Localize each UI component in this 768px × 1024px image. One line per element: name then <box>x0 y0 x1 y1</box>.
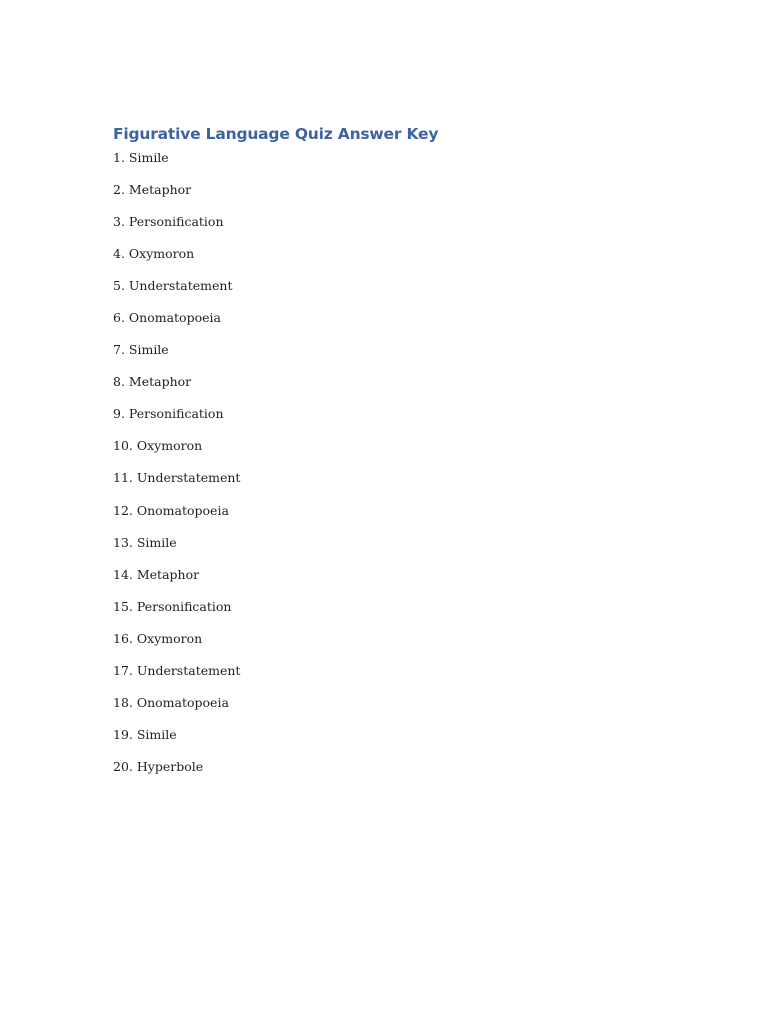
answer-item: 18. Onomatopoeia <box>113 694 229 710</box>
answer-item: 1. Simile <box>113 150 169 165</box>
answer-item: 14. Metaphor <box>113 566 200 582</box>
answer-item: 16. Oxymoron <box>113 630 203 646</box>
answer-item: 3. Personification <box>113 214 224 230</box>
answer-list <box>113 150 240 791</box>
answer-item: 13. Simile <box>113 534 177 550</box>
answer-item: 10. Oxymoron <box>113 438 203 454</box>
answer-item: 15. Personification <box>113 598 232 614</box>
answer-item: 11. Understatement <box>113 470 241 486</box>
answer-item: 20. Hyperbole <box>113 758 204 774</box>
answer-item: 4. Oxymoron <box>113 246 195 262</box>
answer-item: 12. Onomatopoeia <box>113 502 229 518</box>
answer-item: 5. Understatement <box>113 278 233 294</box>
document-title: Figurative Language Quiz Answer Key <box>113 125 439 143</box>
answer-item: 17. Understatement <box>113 662 241 678</box>
answer-item: 6. Onomatopoeia <box>113 310 221 326</box>
answer-item: 8. Metaphor <box>113 374 192 390</box>
answer-item: 19. Simile <box>113 726 177 742</box>
answer-item: 9. Personification <box>113 406 224 422</box>
answer-item: 2. Metaphor <box>113 182 192 198</box>
answer-item: 7. Simile <box>113 342 169 358</box>
